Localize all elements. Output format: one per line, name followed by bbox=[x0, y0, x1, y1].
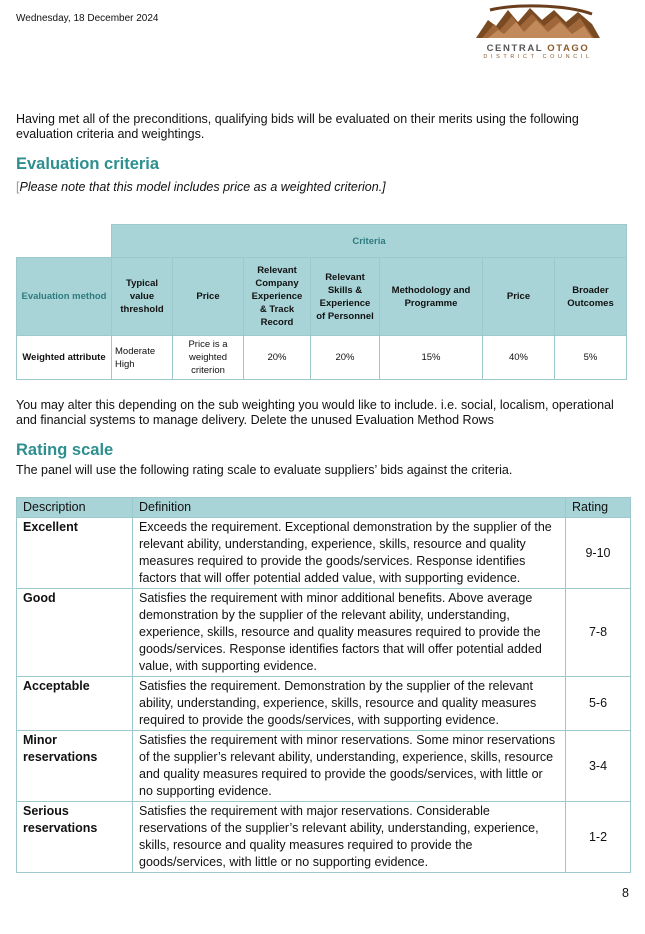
rating-definition: Satisfies the requirement with minor reservations. Some minor reservations of the supplier’s relevant ability, understanding, experience, skills, resource and quality measures required to provide the goods/services, with little or no supporting evidence. bbox=[133, 731, 566, 802]
table-row bbox=[17, 677, 631, 731]
rating-col-header: Rating bbox=[566, 498, 631, 518]
table-row bbox=[17, 731, 631, 802]
rating-name: Excellent bbox=[17, 518, 133, 589]
criteria-cell: 5% bbox=[555, 336, 627, 380]
criteria-cell: Moderate High bbox=[112, 336, 173, 380]
criteria-cell: Price is a weighted criterion bbox=[173, 336, 244, 380]
page-number: 8 bbox=[622, 886, 629, 900]
rating-col-header: Description bbox=[17, 498, 133, 518]
logo-wordmark: CENTRAL OTAGO bbox=[486, 43, 590, 54]
evaluation-note: [Please note that this model includes price as a weighted criterion.] bbox=[16, 180, 386, 194]
rating-name: Acceptable bbox=[17, 677, 133, 731]
criteria-col-header: Typical value threshold bbox=[112, 258, 173, 336]
rating-value: 9-10 bbox=[566, 518, 631, 589]
rating-value: 7-8 bbox=[566, 589, 631, 677]
criteria-cell: 40% bbox=[483, 336, 555, 380]
criteria-table bbox=[16, 224, 627, 380]
rating-definition: Satisfies the requirement with minor additional benefits. Above average demonstration by the supplier of the relevant ability, understanding, experience, skills, resource and quality measures required to provide the goods/services. Response identifies factors that will offer potential added value, with supporting evidence. bbox=[133, 589, 566, 677]
table-row bbox=[17, 802, 631, 873]
criteria-title-cell: Criteria bbox=[112, 225, 627, 258]
criteria-corner-cell bbox=[17, 225, 112, 258]
criteria-cell: 15% bbox=[380, 336, 483, 380]
alter-note-paragraph: You may alter this depending on the sub weighting you would like to include. i.e. social, localism, operational and financial systems to manage delivery. Delete the unused Evaluation Method Rows bbox=[16, 398, 614, 427]
criteria-col-header: Relevant Skills & Experience of Personnel bbox=[311, 258, 380, 336]
table-row bbox=[17, 589, 631, 677]
rating-name: Minor reservations bbox=[17, 731, 133, 802]
logo-subtitle: DISTRICT COUNCIL bbox=[483, 54, 593, 60]
criteria-cell: 20% bbox=[244, 336, 311, 380]
mountain-logo-icon bbox=[474, 4, 602, 40]
table-row bbox=[17, 518, 631, 589]
rating-value: 1-2 bbox=[566, 802, 631, 873]
council-logo bbox=[470, 4, 635, 60]
intro-paragraph: Having met all of the preconditions, qualifying bids will be evaluated on their merits using the following evaluation criteria and weightings. bbox=[16, 112, 579, 141]
criteria-col-header: Methodology and Programme bbox=[380, 258, 483, 336]
evaluation-heading: Evaluation criteria bbox=[16, 155, 160, 173]
criteria-col-header: Price bbox=[173, 258, 244, 336]
criteria-col-header: Relevant Company Experience & Track Record bbox=[244, 258, 311, 336]
rating-col-header: Definition bbox=[133, 498, 566, 518]
criteria-cell: 20% bbox=[311, 336, 380, 380]
rating-definition: Satisfies the requirement with major reservations. Considerable reservations of the supplier’s relevant ability, understanding, experience, skills, resource and quality measures required to provide the goods/services, with little or no supporting evidence. bbox=[133, 802, 566, 873]
criteria-col-header: Price bbox=[483, 258, 555, 336]
header-date: Wednesday, 18 December 2024 bbox=[16, 13, 159, 24]
rating-name: Serious reservations bbox=[17, 802, 133, 873]
weighted-attribute-label: Weighted attribute bbox=[17, 336, 112, 380]
criteria-col-header: Broader Outcomes bbox=[555, 258, 627, 336]
rating-table bbox=[16, 497, 631, 873]
rating-intro: The panel will use the following rating scale to evaluate suppliers’ bids against the criteria. bbox=[16, 463, 513, 477]
evaluation-method-header: Evaluation method bbox=[17, 258, 112, 336]
rating-definition: Exceeds the requirement. Exceptional demonstration by the supplier of the relevant ability, understanding, experience, skills, resource and quality measures required to provide the goods/services. Response identifies factors that will offer potential added value, with supporting evidence. bbox=[133, 518, 566, 589]
rating-heading: Rating scale bbox=[16, 441, 114, 459]
rating-name: Good bbox=[17, 589, 133, 677]
rating-value: 5-6 bbox=[566, 677, 631, 731]
rating-definition: Satisfies the requirement. Demonstration by the supplier of the relevant ability, understanding, experience, skills, resource and quality measures required to provide the goods/services, with supporting evidence. bbox=[133, 677, 566, 731]
rating-value: 3-4 bbox=[566, 731, 631, 802]
